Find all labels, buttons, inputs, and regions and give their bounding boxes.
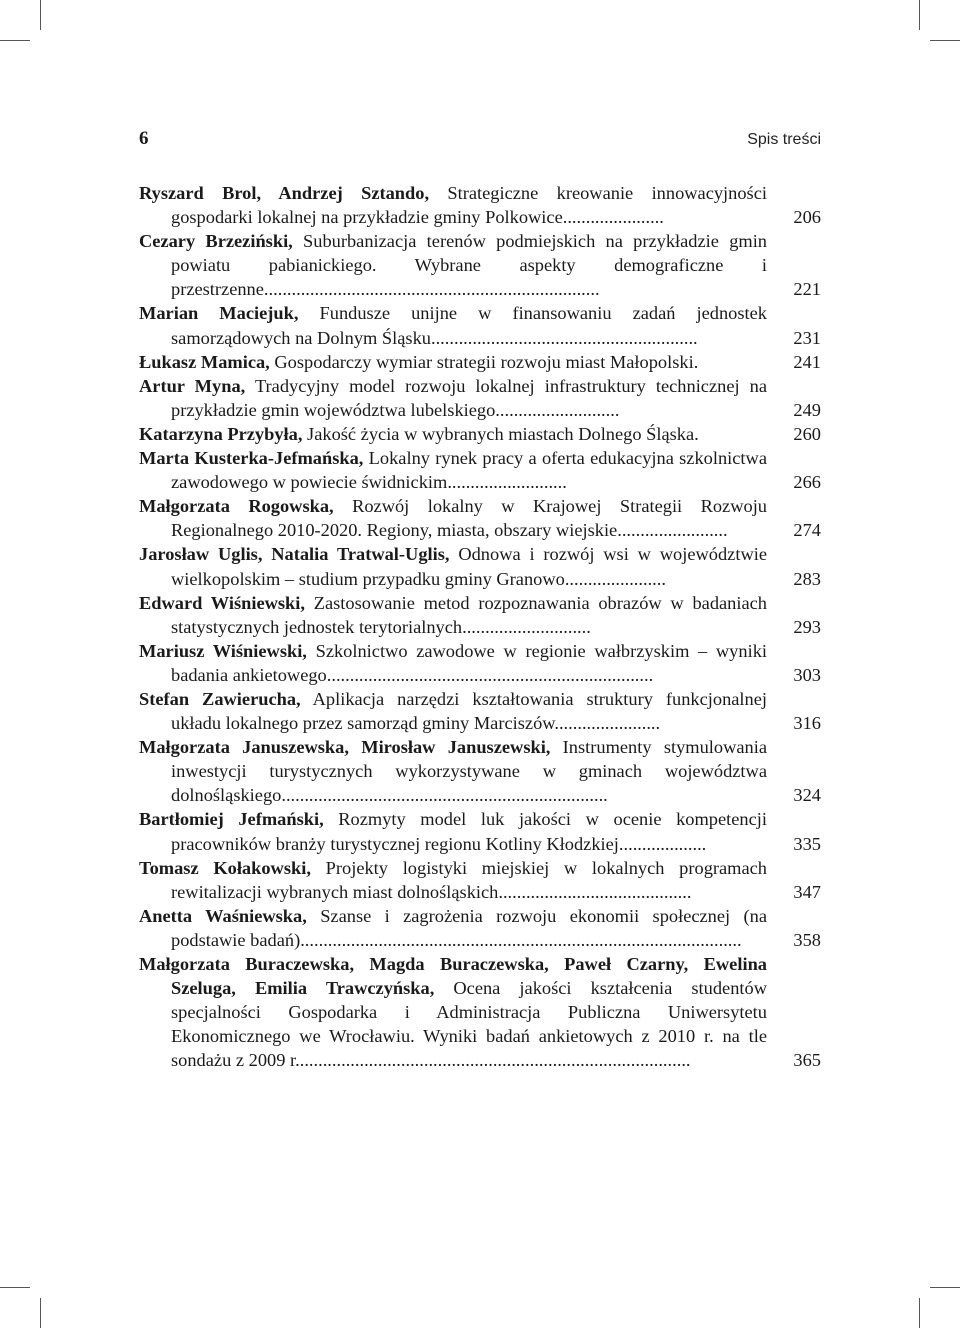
toc-entry [139,542,821,590]
crop-mark [919,0,920,30]
toc-leader-dots: ....................... [554,713,661,734]
crop-mark [919,1298,920,1328]
toc-entry [139,735,821,807]
toc-entry-text [139,952,767,1072]
toc-entry-author: Marta Kusterka-Jefmańska, [139,448,364,469]
toc-leader-dots: .......................................................... [430,327,698,348]
crop-mark [0,1287,30,1288]
toc-entry-text [139,494,767,542]
toc-leader-dots: ...................... [564,568,666,589]
toc-entry-page: 241 [793,351,821,372]
toc-leader-dots: ........................... [495,399,620,420]
toc-entry-text [139,301,767,349]
toc-entry-text [139,807,767,855]
toc-entry-page: 324 [793,785,821,806]
toc-entry-title: Instrumenty stymulowania inwestycji turystycznych wykorzystywane w gminach województwa dolnośląskiego [171,737,767,806]
crop-mark [0,40,30,41]
toc-entry [139,374,821,422]
toc-entry [139,422,821,446]
crop-mark [40,1298,41,1328]
toc-entry-author: Mariusz Wiśniewski, [139,640,307,661]
toc-entry-author: Małgorzata Rogowska, [139,496,334,517]
toc-entry-text [139,687,767,735]
toc-entry-page: 260 [793,423,821,444]
toc-entry-title: Zastosowanie metod rozpoznawania obrazów w badaniach statystycznych jednostek terytorialnych [171,592,768,637]
toc-entry-page: 231 [793,327,821,348]
toc-entry-text [139,856,767,904]
toc-entry-page: 266 [793,472,821,493]
toc-entry-page: 283 [793,568,821,589]
toc-entry-title: Szkolnictwo zawodowe w regionie wałbrzyskim – wyniki badania ankietowego [171,640,767,685]
toc-entry-text [139,735,767,807]
toc-entry-title: Gospodarczy wymiar strategii rozwoju miast Małopolski [269,351,694,372]
toc-entry [139,350,821,374]
toc-entry-author: Łukasz Mamica, [139,351,270,372]
toc-entry-page: 303 [793,664,821,685]
toc-entry [139,904,821,952]
toc-entry-title: Aplikacja narzędzi kształtowania struktury funkcjonalnej układu lokalnego przez samorząd gminy Marciszów [171,688,768,734]
toc-entry-title: Odnowa i rozwój wsi w województwie wielkopolskim – studium przypadku gminy Granowo [171,544,767,589]
toc-entry-text [139,542,767,590]
crop-mark [930,1287,960,1288]
toc-entry [139,181,821,229]
toc-entry-text [139,374,767,422]
toc-entry-text [139,639,767,687]
toc-entry-text [139,904,767,952]
toc-entry-title: Strategiczne kreowanie innowacyjności gospodarki lokalnej na przykładzie gminy Polkowice [171,183,767,228]
toc-entry-author: Anetta Waśniewska, [139,905,307,926]
toc-leader-dots: ................... [618,833,707,854]
toc-entry-page: 358 [793,929,821,950]
toc-entry-page: 249 [793,399,821,420]
toc-entry-title: Rozmyty model luk jakości w ocenie kompetencji pracowników branży turystycznej regionu Kotliny Kłodzkiej [171,809,767,854]
toc-entry-text [139,350,767,374]
toc-entry-author: Katarzyna Przybyła, [139,423,303,444]
toc-entry [139,687,821,735]
toc-entry-page: 335 [793,833,821,854]
toc-leader-dots: ....................................................................... [281,785,608,806]
toc-leader-dots: .......................................... [498,881,692,902]
toc-entry-page: 293 [793,616,821,637]
running-head: Spis treści [747,131,821,148]
toc-entry-title: Szanse i zagrożenia rozwoju ekonomii społecznej (na podstawie badań) [171,905,767,950]
toc-entry-text [139,591,767,639]
toc-entry [139,446,821,494]
page-number: 6 [139,128,149,149]
toc-entry [139,591,821,639]
crop-mark [930,40,960,41]
toc-entry-page: 347 [793,881,821,902]
toc-entry-title: Projekty logistyki miejskiej w lokalnych programach rewitalizacji wybranych miast dolnośląskich [171,857,768,902]
toc-entry-author: Artur Myna, [139,375,246,396]
toc-entry-text [139,422,767,446]
toc-leader-dots: ............................ [462,616,591,637]
toc-entry-author: Cezary Brzeziński, [139,231,293,252]
toc-entry-author: Bartłomiej Jefmański, [139,809,324,830]
toc-entry-page: 206 [793,207,821,228]
toc-leader-dots: . [693,351,699,372]
toc-leader-dots: ........................ [617,520,728,541]
toc-leader-dots: ...................... [562,207,664,228]
toc-entry-title: Ocena jakości kształcenia studentów specjalności Gospodarka i Administracja Publiczna Uniwersytetu Ekonomicznego we Wrocławiu. Wyniki badań ankietowych z 2010 r. na tle sondażu z 2009 r. [171,978,767,1071]
toc-entry-author: Edward Wiśniewski, [139,592,305,613]
toc-leader-dots: .......................... [447,472,567,493]
toc-entry-title: Tradycyjny model rozwoju lokalnej infrastruktury technicznej na przykładzie gmin województwa lubelskiego [171,375,767,420]
toc-entry [139,856,821,904]
toc-entry-author: Jarosław Uglis, Natalia Tratwal-Uglis, [139,544,450,565]
toc-leader-dots: ................................................................................................ [300,929,742,950]
toc-entry-author: Małgorzata Januszewska, Mirosław Januszewski, [139,737,551,758]
toc-leader-dots: ..................................................................................... [299,1050,691,1071]
toc-entry-page: 316 [793,713,821,734]
toc-entry-page: 365 [793,1050,821,1071]
toc-entry [139,494,821,542]
toc-entry [139,229,821,301]
toc-entry [139,301,821,349]
crop-mark [40,0,41,30]
toc-entry-title: Suburbanizacja terenów podmiejskich na przykładzie gmin powiatu pabianickiego. Wybrane aspekty demograficzne i przestrzenne [171,231,767,300]
toc-entry-author: Ryszard Brol, Andrzej Sztando, [139,183,430,203]
toc-entry-author: Tomasz Kołakowski, [139,857,311,878]
toc-leader-dots: ......................................................................... [263,279,600,300]
page-header [139,128,821,154]
toc-entry-text [139,446,767,494]
toc-entry [139,952,821,1072]
toc-leader-dots: . [694,423,699,444]
table-of-contents [139,181,821,1072]
toc-entry-author: Marian Maciejuk, [139,303,299,324]
toc-leader-dots: ....................................................................... [326,664,654,685]
toc-entry-text [139,229,767,301]
toc-entry-author: Stefan Zawierucha, [139,688,301,709]
toc-entry-title: Rozwój lokalny w Krajowej Strategii Rozwoju Regionalnego 2010-2020. Regiony, miasta, obszary wiejskie [171,496,767,541]
toc-entry-title: Fundusze unijne w finansowaniu zadań jednostek samorządowych na Dolnym Śląsku [171,303,768,348]
toc-entry-title: Lokalny rynek pracy a oferta edukacyjna szkolnictwa zawodowego w powiecie świdnickim [171,448,767,493]
toc-entry [139,639,821,687]
toc-entry-text [139,181,767,229]
toc-entry-author: Małgorzata Buraczewska, Magda Buraczewska, Paweł Czarny, Ewelina Szeluga, Emilia Trawczyńska, [139,954,767,999]
toc-entry [139,807,821,855]
toc-entry-page: 274 [793,520,821,541]
toc-entry-title: Jakość życia w wybranych miastach Dolnego Śląska [302,423,695,444]
toc-entry-page: 221 [793,279,821,300]
